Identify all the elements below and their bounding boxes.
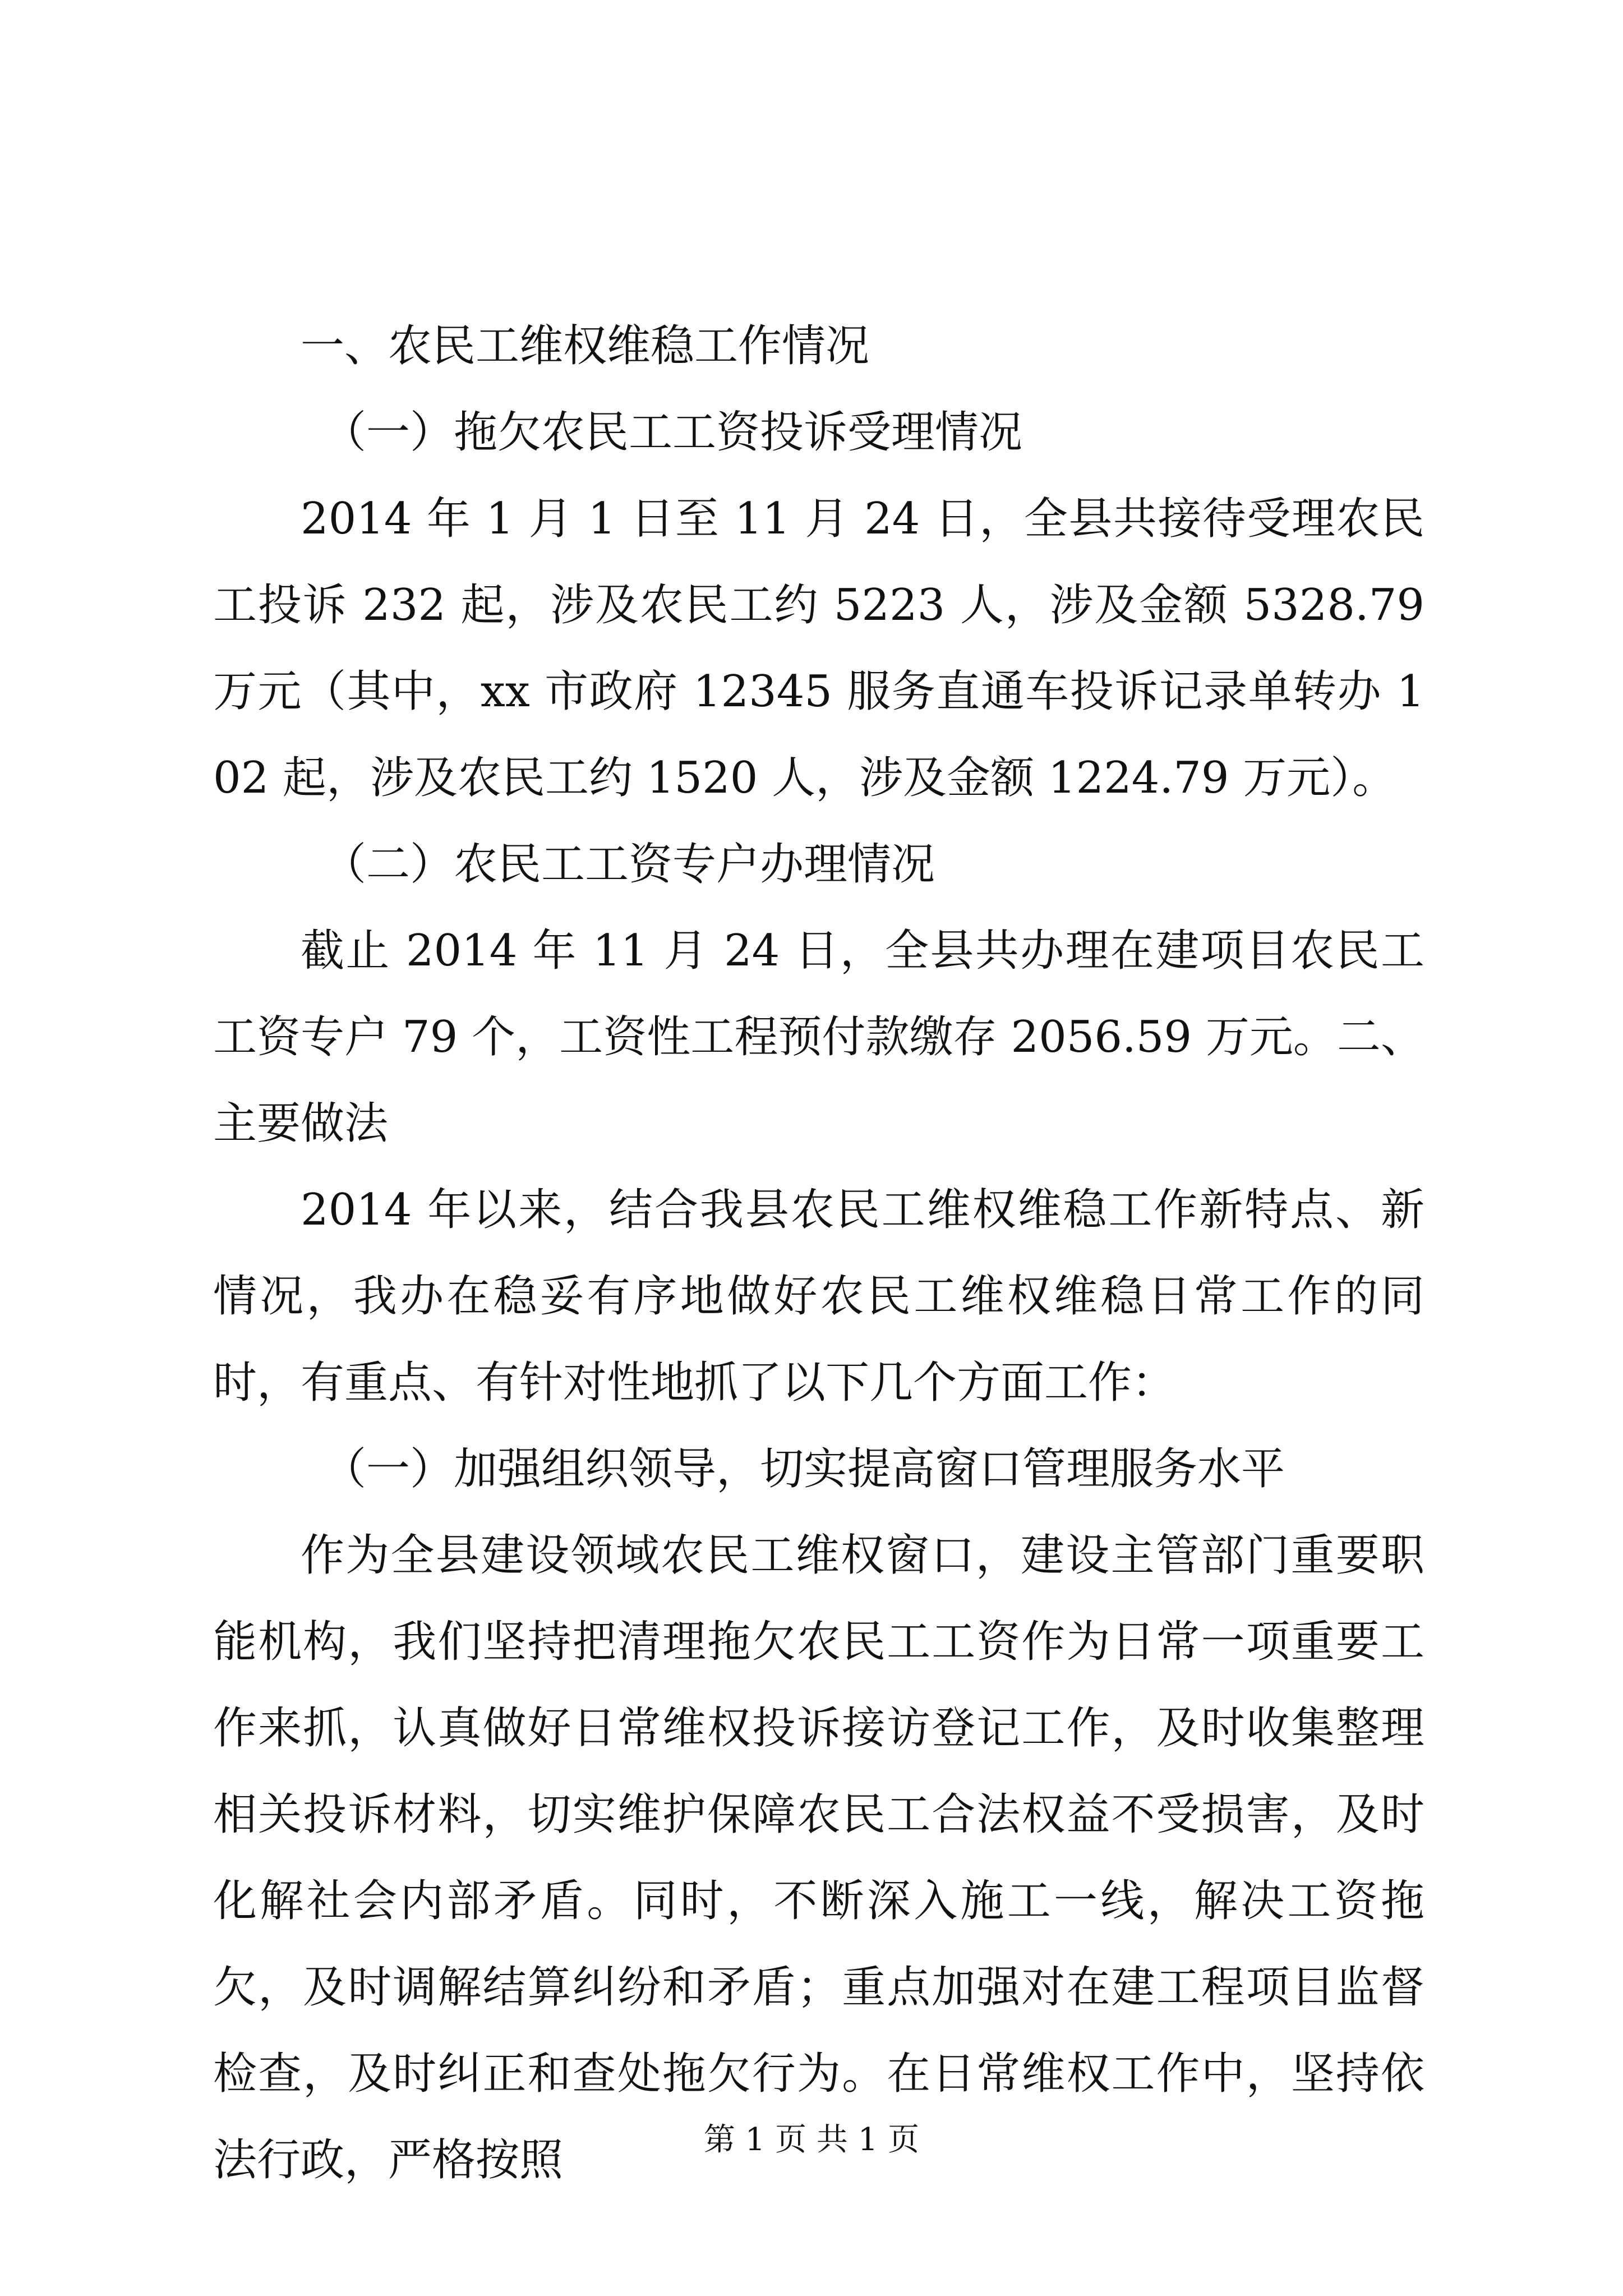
paragraph-leadership: 作为全县建设领域农民工维权窗口，建设主管部门重要职能机构，我们坚持把清理拖欠农民工工资作为日常一项重要工作来抓，认真做好日常维权投诉接访登记工作，及时收集整理相关投诉材料，切实维护保障农民工合法权益不受损害，及时化解社会内部矛盾。同时，不断深入施工一线，解决工资拖欠，及时调解结算纠纷和矛盾；重点加强对在建工程项目监督检查，及时纠正和查处拖欠行为。在日常维权工作中，坚持依法行政，严格按照	[213, 1530, 1424, 2185]
subsection-heading-wage-accounts: （二）农民工工资专户办理情况	[322, 839, 935, 890]
subsection-heading-complaints: （一）拖欠农民工工资投诉受理情况	[322, 407, 1023, 458]
paragraph-wage-accounts: 截止 2014 年 11 月 24 日，全县共办理在建项目农民工工资专户 79 个，工资性工程预付款缴存 2056.59 万元。二、主要做法	[213, 926, 1424, 1149]
subsection-heading-leadership: （一）加强组织领导，切实提高窗口管理服务水平	[322, 1444, 1285, 1494]
paragraph-complaints: 2014 年 1 月 1 日至 11 月 24 日，全县共接待受理农民工投诉 232 起，涉及农民工约 5223 人，涉及金额 5328.79 万元（其中，xx 市政府 12345 服务直通车投诉记录单转办 102 起，涉及农民工约 1520 人，涉及金额 1224.79 万元）。	[213, 494, 1424, 803]
page-footer: 第 1 页 共 1 页	[703, 2122, 920, 2158]
section-heading-1: 一、农民工维权维稳工作情况	[301, 321, 870, 371]
document-body	[213, 303, 1424, 2203]
paragraph-main-methods: 2014 年以来，结合我县农民工维权维稳工作新特点、新情况，我办在稳妥有序地做好农民工维权维稳日常工作的同时，有重点、有针对性地抓了以下几个方面工作：	[213, 1185, 1424, 1408]
